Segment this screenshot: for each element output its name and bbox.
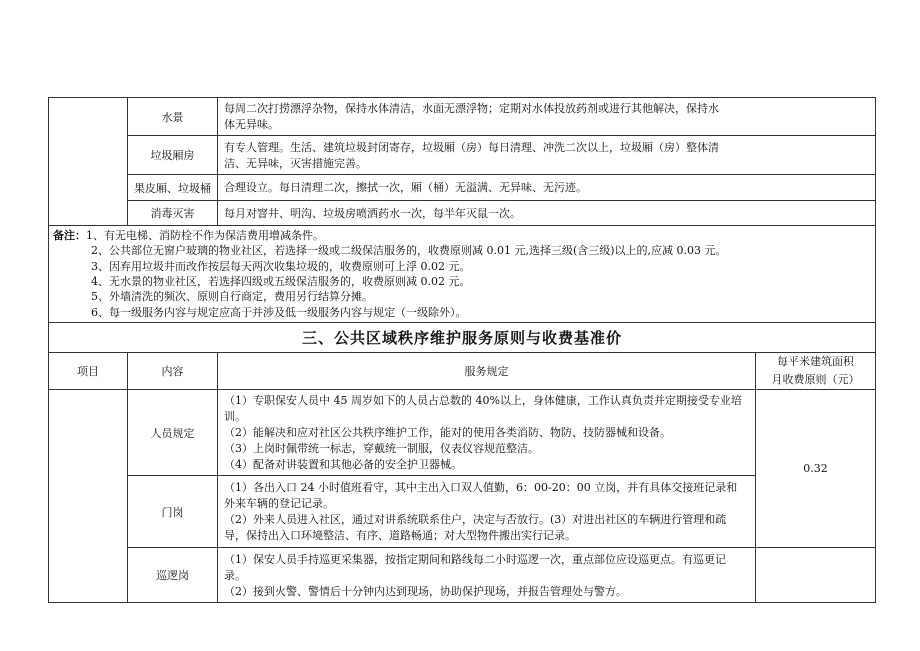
- header-row: [49, 353, 876, 390]
- row-label: 果皮厢、垃圾桶: [128, 175, 218, 201]
- item-cell-blank: [49, 390, 128, 603]
- row-description: 合理设立。每日清理二次，擦拭一次，厢（桶）无溢满、无异味、无污迹。: [218, 175, 876, 201]
- note-line: 5、外墙清洗的频次、原则自行商定，费用另行结算分摊。: [91, 290, 373, 304]
- table-row: [49, 98, 876, 136]
- row-label: 人员规定: [128, 390, 218, 476]
- row-label: 垃圾厢房: [128, 136, 218, 175]
- note-line: 3、因弃用垃圾井而改作按层每天两次收集垃圾的，收费原则可上浮 0.02 元。: [91, 259, 471, 273]
- note-line: 2、公共部位无窗户玻璃的物业社区，若选择一级或二级保洁服务的，收费原则减 0.01 元,选择三级(含三级)以上的,应减 0.03 元。: [91, 244, 727, 258]
- row-description: （1）专职保安人员中 45 周岁如下的人员占总数的 40%以上，身体健康，工作认真负责并定期接受专业培 训。 （2）能解决和应对社区公共秩序维护工作，能对的使用各类消防、物防、技防器械和设备。 （3）上岗时佩带统一标志，穿戴统一制服，仪表仪容规范整洁。 （4）配备对讲装置和其他必备的安全护卫器械。: [218, 390, 756, 476]
- table-row: [49, 175, 876, 201]
- header-fee: 每平米建筑面积 月收费原则（元）: [756, 353, 876, 390]
- note-line: 4、无水景的物业社区，若选择四级或五级保洁服务的，收费原则减 0.02 元。: [91, 275, 471, 288]
- fee-value: 0.32: [756, 390, 876, 548]
- row-description: 每月对窨井、明沟、垃圾房喷洒药水一次，每半年灭鼠一次。: [218, 201, 876, 226]
- header-item: 项目: [49, 353, 128, 390]
- row-label: 水景: [128, 98, 218, 136]
- document-page: [48, 97, 875, 603]
- note-line: 6、每一级服务内容与规定应高于并涉及低一级服务内容与规定（一级除外）。: [91, 305, 467, 319]
- service-standard-table: [48, 97, 876, 603]
- notes-row: [49, 226, 876, 323]
- table-row: [49, 476, 876, 548]
- row-description: 有专人管理。生活、建筑垃圾封闭寄存，垃圾厢（房）每日清理、冲洗二次以上，垃圾厢（房）整体清 洁、无异味，灭害措施完善。: [218, 136, 876, 175]
- fee-cell-blank: [756, 548, 876, 603]
- item-cell-blank: [49, 98, 128, 226]
- row-label: 消毒灭害: [128, 201, 218, 226]
- table-row: [49, 390, 876, 476]
- row-description: （1）各出入口 24 小时值班看守，其中主出入口双人值勤，6：00-20：00 立岗，并有具体交接班记录和 外来车辆的登记记录。 （2）外来人员进入社区，通过对讲系统联系住户，决定与否放行。(3）对进出社区的车辆进行管理和疏 导，保持出入口环境整洁、有序、道路畅通；对大型物件搬出实行记录。: [218, 476, 756, 548]
- row-label: 巡逻岗: [128, 548, 218, 603]
- header-rules: 服务规定: [218, 353, 756, 390]
- row-description: （1）保安人员手持巡更采集器，按指定期间和路线每二小时巡逻一次，重点部位应设巡更点。有巡更记 录。 （2）接到火警、警情后十分钟内达到现场，协助保护现场，并报告管理处与警方。: [218, 548, 756, 603]
- table-row: [49, 548, 876, 603]
- table-row: [49, 201, 876, 226]
- note-line: 1、有无电梯、消防栓不作为保洁费用增减条件。: [86, 229, 324, 243]
- row-label: 门岗: [128, 476, 218, 548]
- table-row: [49, 136, 876, 175]
- section-title: 三、公共区域秩序维护服务原则与收费基准价: [49, 323, 876, 353]
- header-content: 内容: [128, 353, 218, 390]
- section-title-row: [49, 323, 876, 353]
- notes-label: 备注：: [53, 229, 86, 243]
- notes-block: [49, 226, 876, 323]
- row-description: 每周二次打捞漂浮杂物，保持水体清洁，水面无漂浮物；定期对水体投放药剂或进行其他解决，保持水 体无异味。: [218, 98, 876, 136]
